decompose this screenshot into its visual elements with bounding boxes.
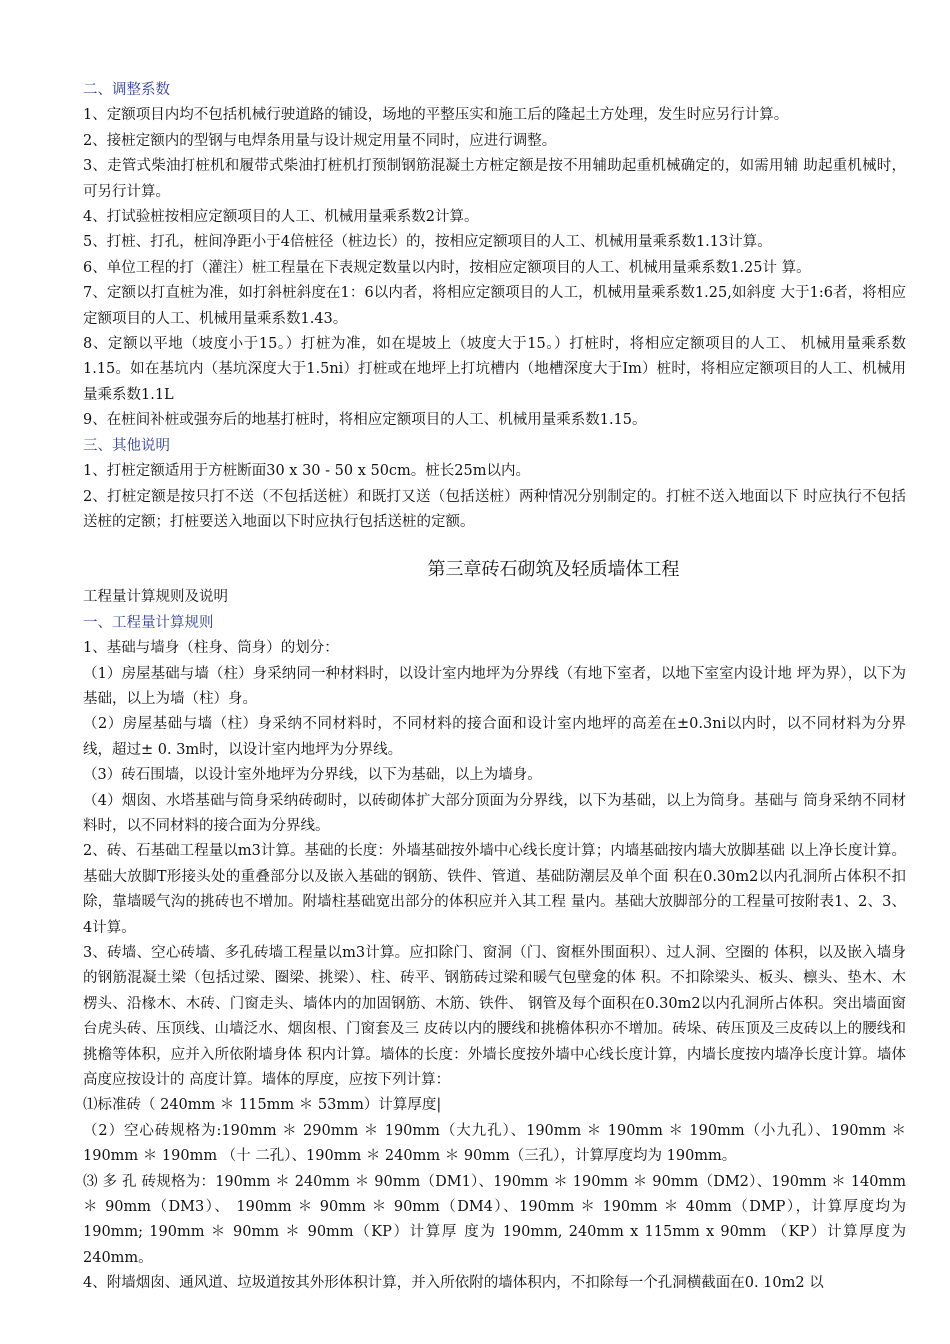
rule-item-3: 3、砖墙、空心砖墙、多孔砖墙工程量以m3计算。应扣除门、窗洞（门、窗框外围面积）、过人洞、空圈的 体积，以及嵌入墙身的钢筋混凝土梁（包括过梁、圈梁、挑梁）、柱、砖平、钢筋砖过梁和暖气包壁龛的体 积。不扣除梁头、板头、檩头、垫木、木楞头、沿椽木、木砖、门窗走头、墙体内的加固钢筋、木筋、铁件、 钢管及每个面积在0.30m2以内孔洞所占体积。突出墙面窗台虎头砖、压顶线、山墙泛水、烟囱根、门窗套及三 皮砖以内的腰线和挑檐体积亦不增加。砖垛、砖压顶及三皮砖以上的腰线和挑檐等体积，应并入所依附墙身体 积内计算。墙体的长度：外墙长度按外墙中心线长度计算，内墙长度按内墙净长度计算。墙体高度应按设计的 高度计算。墙体的厚度，应按下列计算： [83,945,906,1089]
adjust-item-4: 4、打试验桩按相应定额项目的人工、机械用量乘系数2计算。 [83,209,479,226]
adjust-item-2: 2、接桩定额内的型钢与电焊条用量与设计规定用量不同时，应进行调整。 [83,132,557,149]
adjust-item-5: 5、打桩、打孔，桩间净距小于4倍桩径（桩边长）的，按相应定额项目的人工、机械用量乘系数1.13计算。 [83,234,772,251]
thickness-item-3: ⑶ 多 孔 砖规格为：190mm ＊ 240mm ＊ 90mm（DM1）、190mm ＊ 190mm ＊ 90mm（DM2）、190mm ＊ 140mm ＊ 90mm（DM3）、 190mm ＊ 90mm ＊ 90mm（DM4）、190mm ＊ 190mm ＊ 40mm（DMP），计算厚度均为 190mm; 190mm ＊ 90mm ＊ 90mm（KP）计算厚 度为 190mm, 240mm x 115mm x 90mm （KP）计算厚度为 240mm。 [83,1173,906,1266]
rule-item-2: 2、砖、石基础工程量以m3计算。基础的长度：外墙基础按外墙中心线长度计算；内墙基础按内墙大放脚基础 以上净长度计算。基础大放脚T形接头处的重叠部分以及嵌入基础的钢筋、铁件、管道、基础防潮层及单个面 积在0.30m2以内孔洞所占体积不扣除，靠墙暖气沟的挑砖也不增加。附墙柱基础宽出部分的体积应并入其工程 量内。基础大放脚部分的工程量可按附表1、2、3、4计算。 [83,843,906,936]
other-item-1: 1、打桩定额适用于方桩断面30 x 30 - 50 x 50cm。桩长25m以内。 [83,463,531,480]
adjust-item-6: 6、单位工程的打（灌注）桩工程量在下表规定数量以内时，按相应定额项目的人工、机械用量乘系数1.25计 算。 [83,259,811,276]
section-heading-other: 三、其他说明 [83,437,170,454]
section-heading-adjust: 二、调整系数 [83,82,170,98]
chapter-subtitle: 工程量计算规则及说明 [83,589,228,606]
adjust-item-9: 9、在桩间补桩或强夯后的地基打桩时，将相应定额项目的人工、机械用量乘系数1.15。 [83,412,647,429]
rule-sub-item-2: （2）房屋基础与墙（柱）身采纳不同材料时，不同材料的接合面和设计室内地坪的高差在±0.3ni以内时，以不同材料为分界线，超过± 0. 3m时，以设计室内地坪为分界线。 [83,716,906,758]
thickness-item-2: （2）空心砖规格为:190mm ＊ 290mm ＊ 190mm（大九孔）、190mm ＊ 190mm ＊ 190mm（小九孔）、190mm ＊ 190mm ＊ 190mm （十 二孔）、190mm ＊ 240mm ＊ 90mm（三孔），计算厚度均为 190mm。 [83,1122,906,1165]
rule-sub-item-1: （1）房屋基础与墙（柱）身采纳同一种材料时，以设计室内地坪为分界线（有地下室者，以地下室室内设计地 坪为界），以下为基础，以上为墙（柱）身。 [83,665,906,707]
rule-sub-item-4: （4）烟囱、水塔基础与筒身采纳砖砌时，以砖砌体扩大部分顶面为分界线，以下为基础，以上为筒身。基础与 筒身采纳不同材料时，以不同材料的接合面为分界线。 [83,792,906,834]
other-item-2: 2、打桩定额是按只打不送（不包括送桩）和既打又送（包括送桩）两种情况分别制定的。打桩不送入地面以下 时应执行不包括送桩的定额；打桩要送入地面以下时应执行包括送桩的定额。 [83,488,906,530]
adjust-item-7: 7、定额以打直桩为准，如打斜桩斜度在1：6以内者，将相应定额项目的人工，机械用量乘系数1.25,如斜度 大于1:6者，将相应定额项目的人工、机械用量乘系数1.43。 [83,285,906,327]
adjust-item-8: 8、定额以平地（坡度小于15。）打桩为准，如在堤坡上（坡度大于15。）打桩时，将相应定额项目的人工、 机械用量乘系数1.15。如在基坑内（基坑深度大于1.5ni）打桩或在地坪上打坑槽内（地槽深度大于Im）桩时，将相应定额项目的人工、机械用量乘系数1.1L [83,336,906,403]
thickness-item-1: ⑴标准砖（ 240mm ＊ 115mm ＊ 53mm）计算厚度| [83,1097,442,1114]
adjust-item-1: 1、定额项目内均不包括机械行驶道路的铺设，场地的平整压实和施工后的隆起土方处理，发生时应另行计算。 [83,107,789,124]
rules-heading: 一、工程量计算规则 [83,614,214,631]
rule-item-1: 1、基础与墙身（柱身、筒身）的划分： [83,640,339,657]
rule-sub-item-3: （3）砖石围墙，以设计室外地坪为分界线，以下为基础，以上为墙身。 [83,767,542,784]
adjust-item-3: 3、走管式柴油打桩机和履带式柴油打桩机打预制钢筋混凝土方桩定额是按不用辅助起重机械确定的，如需用辅 助起重机械时，可另行计算。 [83,158,906,200]
rule-item-4: 4、附墙烟囱、通风道、垃圾道按其外形体积计算，并入所依附的墙体积内，不扣除每一个孔洞横截面在0. 10m2 以 [83,1275,824,1292]
chapter-title: 第三章砖石砌筑及轻质墙体工程 [427,559,680,581]
